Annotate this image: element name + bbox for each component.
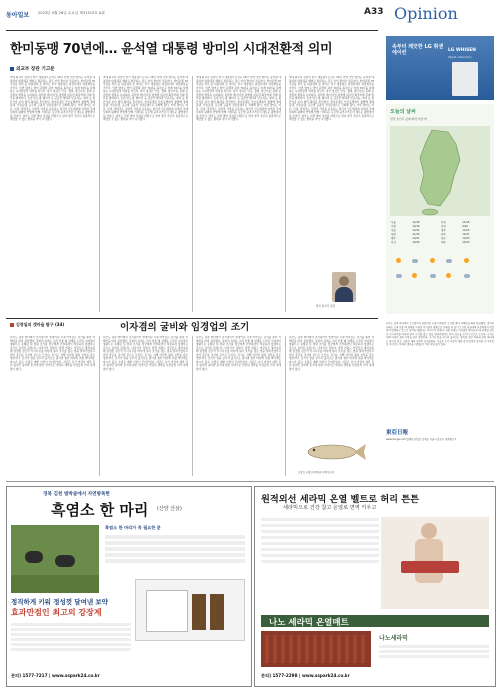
- weather-table: 서울 12/18 인천 11/16 수원 10/19 춘천 9/20 강릉 12/22 청주 11/20 대전 11/20 전주 12/21 광주 13/21 대구 13/23 부산 14/20 제주 15/20: [391, 220, 470, 244]
- column2-author-caption: 김창일 국립민속박물관 학예연구관: [298, 471, 335, 474]
- editorial-col-4: 역대 외교부 장관이 한국 대통령으로서는 12년 만에 국빈 방미는 윤석열 대통령의 대통령을 해외로 방문하는 것은 이번 방미가 처음이다. 한미동맹 70주년을 맞아 윤 대통령과 조 바이든 미국 대통령은 워싱턴에서 정상회담을 가진다. 이번 방미는 한미 동맹의 과거 70년을 돌아보고 미래 70년을 설계하는 시대전환적 의미를 지닌다. 양국 정상은 안보, 경제, 첨단기술, 문화 등 전방위 협력을 논의하며, 북한의 핵·미사일 위협에 대응한 확장억제 강화 방안을 협의한다. 또한 반도체, 배터리 등 공급망 협력과 인공지능, 양자 등 첨단기술 분야 협력 확대를 추진한다. 한미동맹은 안보동맹에서 출발해 경제동맹, 기술동맹, 글로벌 포괄적 전략동맹으로 진화해 왔다. 이번 방미는 자유, 인권, 법치라는 보편적 가치를 공유하는 양국이 인도태평양 지역과 국제사회의 평화와 번영에 함께 기여하는 글로벌 중추국가로서 새로운 출발점이 될 것이다. 정부는 이번 방미 성과를 바탕으로 한미 양국 국민이 실질적으로 체감할 수 있는 협력을 이어 나가겠다.: [289, 76, 374, 121]
- ad-goat-product-sub: (산양 산삼): [157, 506, 182, 512]
- cloud-icon: [412, 259, 418, 263]
- ad-goat-tagline1: 정직하게 키워 정성껏 달여낸 보약: [11, 598, 108, 606]
- ad-goat-tagline2: 효과만점인 최고의 강장제: [11, 608, 102, 617]
- editorial-headline: 한미동맹 70년에… 윤석열 대통령 방미의 시대전환적 의미: [10, 42, 333, 57]
- ad-goat-desc: [11, 621, 131, 665]
- column2-col-5: 흑산도 남쪽 바다에서 조기잡이가 한창이던 시절 어부들은 조기를 쫓아 서해안을 따라 북상했다. 굴비의 유래는 고려 인종 때 권세를 누리던 이자겸이 영광으로 유배된 뒤 말린 조기를 임금에게 진상하면서 비굴하지 않겠다는 뜻으로 굴비라 불렀다는 이야기가 전한다. 한편 연평도 어민들은 병자호란 때 임경업 장군이 가시나무를 바다에 꽂아 조기를 잡는 법을 알려주었다고 믿어 장군을 조기의 신으로 모신다. 조기는 서해 어민의 삶과 신앙을 담은 생선이다. 조기가 알을 낳으러 올라오는 봄이면 칠산 바다와 연평 바다에는 파시가 섰고, 수많은 배와 사람이 모여들었다. 지금은 조기 어장이 예전 같지 않지만 굴비와 조기에 얽힌 이야기는 여전히 갯마을 사람들의 기억 속에 살아 있다.: [386, 322, 494, 346]
- donga-logo: 東亞日報: [386, 430, 409, 436]
- ad-lg-slogan: 속부터 깨끗한 LG 휘센 에어컨: [392, 44, 444, 56]
- author-caption: 박진 외교부 장관: [316, 305, 336, 308]
- ad-ceramic-headline1: 원적외선 세라믹 온열 벨트로 허리 튼튼: [261, 494, 419, 505]
- ad-ceramic-contact: 문의) 1577-2298 | www.sspark24.co.kr: [261, 673, 350, 678]
- author-photo: [332, 272, 356, 302]
- sun-icon: [396, 258, 401, 263]
- section-logo: Opinion: [394, 4, 458, 23]
- column2-tag: 김창일의 갯마을 탐구 (34): [10, 322, 64, 328]
- weather-title: 오늘의 날씨: [390, 109, 416, 115]
- ad-lg-whisen: [386, 36, 494, 100]
- cloud-icon: [446, 259, 452, 263]
- page-number: A33: [364, 7, 384, 17]
- ad-goat-topline: 경북 김천 범박골에서 자연방목한: [43, 492, 110, 497]
- ad-ceramic-desc: [261, 515, 379, 607]
- column2-col-2: 흑산도 남쪽 바다에서 조기잡이가 한창이던 시절 어부들은 조기를 쫓아 서해안을 따라 북상했다. 굴비의 유래는 고려 인종 때 권세를 누리던 이자겸이 영광으로 유배된 뒤 말린 조기를 임금에게 진상하면서 비굴하지 않겠다는 뜻으로 굴비라 불렀다는 이야기가 전한다. 한편 연평도 어민들은 병자호란 때 임경업 장군이 가시나무를 바다에 꽂아 조기를 잡는 법을 알려주었다고 믿어 장군을 조기의 신으로 모신다. 조기는 서해 어민의 삶과 신앙을 담은 생선이다. 조기가 알을 낳으러 올라오는 봄이면 칠산 바다와 연평 바다에는 파시가 섰고, 수많은 배와 사람이 모여들었다. 지금은 조기 어장이 예전 같지 않지만 굴비와 조기에 얽힌 이야기는 여전히 갯마을 사람들의 기억 속에 살아 있다.: [103, 336, 188, 371]
- ad-goat-subhead: 흑염소 한 마리가 꼭 필요한 분: [105, 525, 161, 530]
- paper-name: 동아일보: [6, 12, 30, 19]
- donga-info: www.donga.com 발행인·편집인 김재호 서울시 종로구 청계천로 1: [386, 438, 457, 441]
- heating-mat-image: [261, 631, 371, 667]
- ad-goat-contact: 문의) 1577-7217 | www.sspark24.co.kr: [11, 673, 100, 678]
- ad-ceramic-band: [261, 615, 489, 627]
- aircon-image: [452, 62, 478, 96]
- column2-headline: 이자겸의 굴비와 임경업의 조기: [120, 322, 250, 333]
- column2-col-3: 흑산도 남쪽 바다에서 조기잡이가 한창이던 시절 어부들은 조기를 쫓아 서해안을 따라 북상했다. 굴비의 유래는 고려 인종 때 권세를 누리던 이자겸이 영광으로 유배된 뒤 말린 조기를 임금에게 진상하면서 비굴하지 않겠다는 뜻으로 굴비라 불렀다는 이야기가 전한다. 한편 연평도 어민들은 병자호란 때 임경업 장군이 가시나무를 바다에 꽂아 조기를 잡는 법을 알려주었다고 믿어 장군을 조기의 신으로 모신다. 조기는 서해 어민의 삶과 신앙을 담은 생선이다. 조기가 알을 낳으러 올라오는 봄이면 칠산 바다와 연평 바다에는 파시가 섰고, 수많은 배와 사람이 모여들었다. 지금은 조기 어장이 예전 같지 않지만 굴비와 조기에 얽힌 이야기는 여전히 갯마을 사람들의 기억 속에 살아 있다.: [196, 336, 281, 371]
- editorial-tag: 외교부 장관 기고문: [10, 66, 55, 72]
- product-box-image: [135, 579, 245, 641]
- cloud-icon: [464, 274, 470, 278]
- weather-summary: 전국 흐리고 곳에 따라 가끔 비: [390, 117, 427, 121]
- weather-map: [390, 126, 490, 216]
- sun-icon: [446, 273, 451, 278]
- ad-ceramic: [254, 486, 496, 687]
- sun-icon: [412, 273, 417, 278]
- sun-icon: [464, 258, 469, 263]
- ad-ceramic-brand: 나노세라믹: [379, 635, 408, 642]
- weather-box: [386, 104, 494, 314]
- column2-col-4: 흑산도 남쪽 바다에서 조기잡이가 한창이던 시절 어부들은 조기를 쫓아 서해안을 따라 북상했다. 굴비의 유래는 고려 인종 때 권세를 누리던 이자겸이 영광으로 유배된 뒤 말린 조기를 임금에게 진상하면서 비굴하지 않겠다는 뜻으로 굴비라 불렀다는 이야기가 전한다. 한편 연평도 어민들은 병자호란 때 임경업 장군이 가시나무를 바다에 꽂아 조기를 잡는 법을 알려주었다고 믿어 장군을 조기의 신으로 모신다. 조기는 서해 어민의 삶과 신앙을 담은 생선이다. 조기가 알을 낳으러 올라오는 봄이면 칠산 바다와 연평 바다에는 파시가 섰고, 수많은 배와 사람이 모여들었다. 지금은 조기 어장이 예전 같지 않지만 굴비와 조기에 얽힌 이야기는 여전히 갯마을 사람들의 기억 속에 살아 있다.: [289, 336, 374, 371]
- ad-goat-product: 흑염소 한 마리: [51, 501, 149, 519]
- ad-goat-list: [105, 533, 245, 571]
- column2-body-wrap: [10, 336, 376, 476]
- ad-rule: [6, 481, 494, 482]
- editorial-col-1: 역대 외교부 장관이 한국 대통령으로서는 12년 만에 국빈 방미는 윤석열 대통령의 대통령을 해외로 방문하는 것은 이번 방미가 처음이다. 한미동맹 70주년을 맞아 윤 대통령과 조 바이든 미국 대통령은 워싱턴에서 정상회담을 가진다. 이번 방미는 한미 동맹의 과거 70년을 돌아보고 미래 70년을 설계하는 시대전환적 의미를 지닌다. 양국 정상은 안보, 경제, 첨단기술, 문화 등 전방위 협력을 논의하며, 북한의 핵·미사일 위협에 대응한 확장억제 강화 방안을 협의한다. 또한 반도체, 배터리 등 공급망 협력과 인공지능, 양자 등 첨단기술 분야 협력 확대를 추진한다. 한미동맹은 안보동맹에서 출발해 경제동맹, 기술동맹, 글로벌 포괄적 전략동맹으로 진화해 왔다. 이번 방미는 자유, 인권, 법치라는 보편적 가치를 공유하는 양국이 인도태평양 지역과 국제사회의 평화와 번영에 함께 기여하는 글로벌 중추국가로서 새로운 출발점이 될 것이다. 정부는 이번 방미 성과를 바탕으로 한미 양국 국민이 실질적으로 체감할 수 있는 협력을 이어 나가겠다.: [10, 76, 95, 121]
- cloud-icon: [430, 274, 436, 278]
- date-line: 2023년 4월 26일 수요일 제31515호 A판: [38, 11, 105, 15]
- newspaper-info-box: [386, 322, 494, 476]
- editorial-body-wrap: [10, 76, 376, 312]
- ad-goat: [6, 486, 252, 687]
- editorial-col-2: 역대 외교부 장관이 한국 대통령으로서는 12년 만에 국빈 방미는 윤석열 대통령의 대통령을 해외로 방문하는 것은 이번 방미가 처음이다. 한미동맹 70주년을 맞아 윤 대통령과 조 바이든 미국 대통령은 워싱턴에서 정상회담을 가진다. 이번 방미는 한미 동맹의 과거 70년을 돌아보고 미래 70년을 설계하는 시대전환적 의미를 지닌다. 양국 정상은 안보, 경제, 첨단기술, 문화 등 전방위 협력을 논의하며, 북한의 핵·미사일 위협에 대응한 확장억제 강화 방안을 협의한다. 또한 반도체, 배터리 등 공급망 협력과 인공지능, 양자 등 첨단기술 분야 협력 확대를 추진한다. 한미동맹은 안보동맹에서 출발해 경제동맹, 기술동맹, 글로벌 포괄적 전략동맹으로 진화해 왔다. 이번 방미는 자유, 인권, 법치라는 보편적 가치를 공유하는 양국이 인도태평양 지역과 국제사회의 평화와 번영에 함께 기여하는 글로벌 중추국가로서 새로운 출발점이 될 것이다. 정부는 이번 방미 성과를 바탕으로 한미 양국 국민이 실질적으로 체감할 수 있는 협력을 이어 나가겠다.: [103, 76, 188, 121]
- ad-ceramic-desc2: [379, 643, 489, 667]
- top-rule: [6, 30, 378, 31]
- cloud-icon: [396, 274, 402, 278]
- ad-ceramic-product2: 나노 세라믹 온열매트: [269, 618, 349, 628]
- editorial-col-3: 역대 외교부 장관이 한국 대통령으로서는 12년 만에 국빈 방미는 윤석열 대통령의 대통령을 해외로 방문하는 것은 이번 방미가 처음이다. 한미동맹 70주년을 맞아 윤 대통령과 조 바이든 미국 대통령은 워싱턴에서 정상회담을 가진다. 이번 방미는 한미 동맹의 과거 70년을 돌아보고 미래 70년을 설계하는 시대전환적 의미를 지닌다. 양국 정상은 안보, 경제, 첨단기술, 문화 등 전방위 협력을 논의하며, 북한의 핵·미사일 위협에 대응한 확장억제 강화 방안을 협의한다. 또한 반도체, 배터리 등 공급망 협력과 인공지능, 양자 등 첨단기술 분야 협력 확대를 추진한다. 한미동맹은 안보동맹에서 출발해 경제동맹, 기술동맹, 글로벌 포괄적 전략동맹으로 진화해 왔다. 이번 방미는 자유, 인권, 법치라는 보편적 가치를 공유하는 양국이 인도태평양 지역과 국제사회의 평화와 번영에 함께 기여하는 글로벌 중추국가로서 새로운 출발점이 될 것이다. 정부는 이번 방미 성과를 바탕으로 한미 양국 국민이 실질적으로 체감할 수 있는 협력을 이어 나가겠다.: [196, 76, 281, 121]
- goat-photo: [11, 525, 99, 593]
- weather-icon-grid: [390, 254, 490, 310]
- column2-col-1: 흑산도 남쪽 바다에서 조기잡이가 한창이던 시절 어부들은 조기를 쫓아 서해안을 따라 북상했다. 굴비의 유래는 고려 인종 때 권세를 누리던 이자겸이 영광으로 유배된 뒤 말린 조기를 임금에게 진상하면서 비굴하지 않겠다는 뜻으로 굴비라 불렀다는 이야기가 전한다. 한편 연평도 어민들은 병자호란 때 임경업 장군이 가시나무를 바다에 꽂아 조기를 잡는 법을 알려주었다고 믿어 장군을 조기의 신으로 모신다. 조기는 서해 어민의 삶과 신앙을 담은 생선이다. 조기가 알을 낳으러 올라오는 봄이면 칠산 바다와 연평 바다에는 파시가 섰고, 수많은 배와 사람이 모여들었다. 지금은 조기 어장이 예전 같지 않지만 굴비와 조기에 얽힌 이야기는 여전히 갯마을 사람들의 기억 속에 살아 있다.: [10, 336, 95, 371]
- masthead: [6, 4, 494, 23]
- belt-model-photo: [381, 517, 489, 609]
- ad-lg-brand: LG WHISEN: [448, 48, 476, 53]
- fish-illustration: [302, 438, 368, 468]
- ad-lg-sub: Objet collection: [448, 55, 472, 59]
- sun-icon: [430, 258, 435, 263]
- ad-ceramic-headline2: 세라믹으로 건강 참고 온열로 면역 키우고: [283, 505, 377, 511]
